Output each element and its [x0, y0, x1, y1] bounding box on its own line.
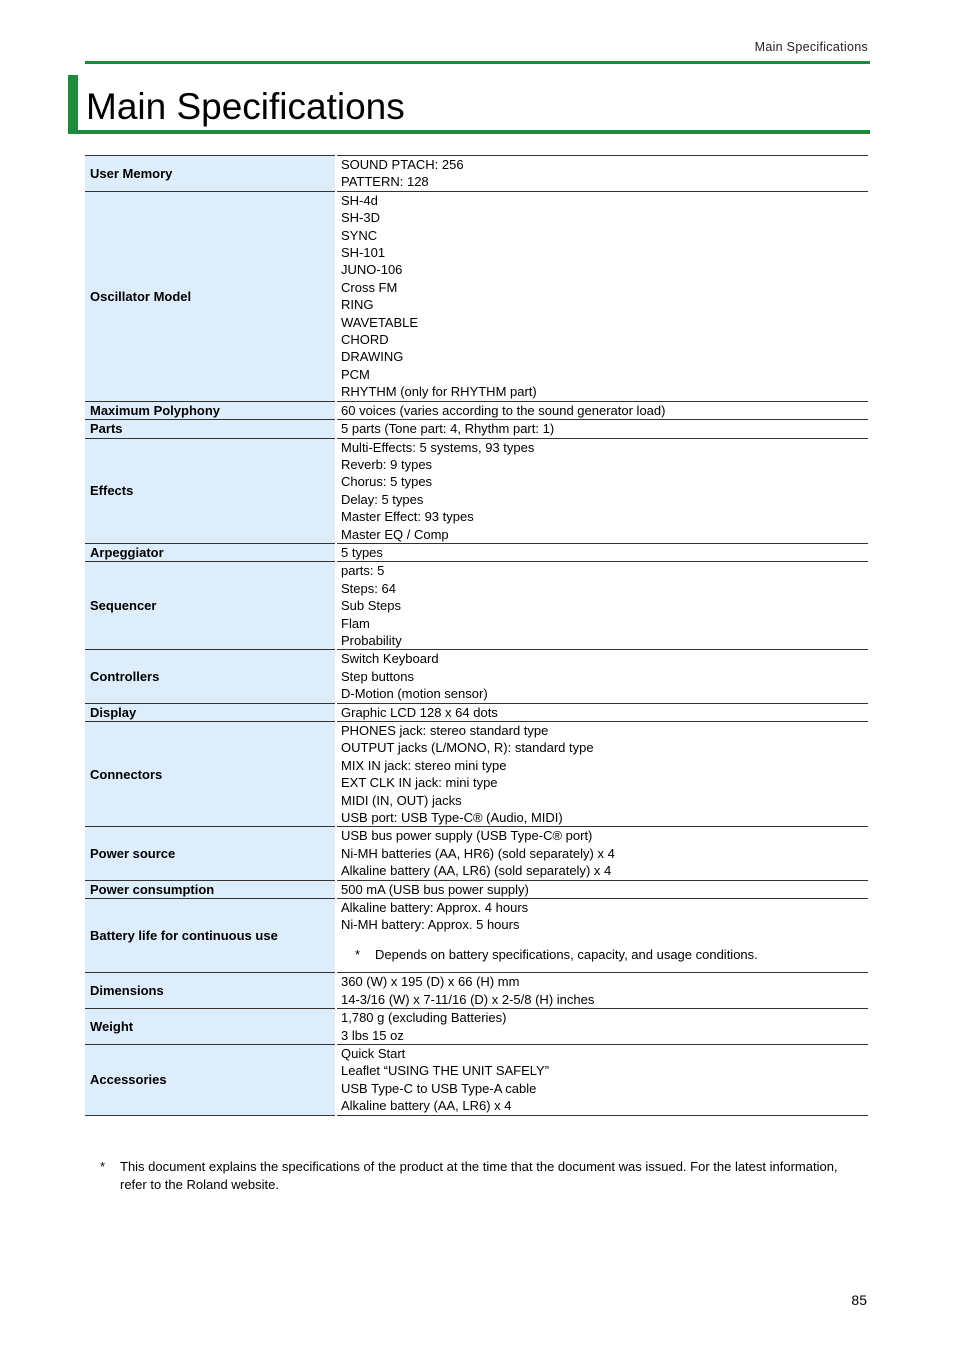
spec-value-line: WAVETABLE — [341, 314, 419, 330]
spec-label: Weight — [85, 1009, 336, 1045]
spec-label: User Memory — [85, 156, 336, 192]
spec-value — [336, 1044, 868, 1115]
spec-row — [85, 438, 868, 543]
spec-value-line: MIDI (IN, OUT) jacks — [341, 792, 462, 808]
spec-label: Power source — [85, 827, 336, 880]
note-asterisk: * — [355, 946, 361, 962]
spec-value-line: 1,780 g (excluding Batteries) — [341, 1010, 507, 1026]
spec-value-line: Step buttons — [341, 668, 414, 684]
spec-label: Controllers — [85, 650, 336, 703]
spec-value — [336, 191, 868, 401]
spec-label: Arpeggiator — [85, 543, 336, 561]
spec-value-line: 3 lbs 15 oz — [341, 1027, 404, 1043]
spec-label: Battery life for continuous use — [85, 899, 336, 973]
spec-value — [336, 543, 868, 561]
spec-label: Accessories — [85, 1044, 336, 1115]
spec-value-line: USB Type-C to USB Type-A cable — [341, 1080, 537, 1096]
spec-row — [85, 899, 868, 973]
spec-value-line: Alkaline battery (AA, LR6) x 4 — [341, 1098, 512, 1114]
spec-value — [336, 650, 868, 703]
spec-label: Oscillator Model — [85, 191, 336, 401]
spec-value-line: Graphic LCD 128 x 64 dots — [341, 704, 498, 720]
spec-label: Maximum Polyphony — [85, 401, 336, 419]
title-underline — [68, 130, 870, 134]
spec-label: Sequencer — [85, 562, 336, 650]
spec-row — [85, 543, 868, 561]
spec-value-line: USB bus power supply (USB Type-C® port) — [341, 828, 593, 844]
spec-value-line: RING — [341, 297, 374, 313]
spec-value-line: SOUND PTACH: 256 — [341, 157, 464, 172]
spec-row — [85, 420, 868, 438]
spec-value-line: USB port: USB Type-C® (Audio, MIDI) — [341, 810, 563, 826]
spec-value-line: Probability — [341, 632, 402, 648]
spec-row — [85, 973, 868, 1009]
spec-value — [336, 703, 868, 721]
spec-value-line: SYNC — [341, 227, 378, 243]
spec-value — [336, 827, 868, 880]
spec-value-line: CHORD — [341, 332, 389, 348]
spec-value — [336, 899, 868, 973]
footnote-text: This document explains the specifications of the product at the time that the document was issued. For the latest information, refer to the Roland website. — [120, 1159, 838, 1192]
spec-row — [85, 880, 868, 898]
spec-value-line: parts: 5 — [341, 563, 385, 579]
spec-value-line: D-Motion (motion sensor) — [341, 686, 488, 702]
spec-label: Power consumption — [85, 880, 336, 898]
footnote-asterisk: * — [100, 1159, 106, 1174]
spec-value — [336, 156, 868, 192]
spec-value-line: DRAWING — [341, 349, 404, 365]
spec-value-line: EXT CLK IN jack: mini type — [341, 775, 498, 791]
spec-value-line: Reverb: 9 types — [341, 456, 433, 472]
page-title: Main Specifications — [86, 86, 405, 127]
spec-value-line: Master Effect: 93 types — [341, 509, 474, 525]
spec-note — [341, 934, 864, 972]
spec-table — [85, 155, 868, 1116]
spec-value-line: Alkaline battery: Approx. 4 hours — [341, 900, 529, 916]
spec-value-line: Sub Steps — [341, 598, 401, 614]
note-text: Depends on battery specifications, capacity, and usage conditions. — [375, 946, 758, 962]
spec-row — [85, 1044, 868, 1115]
spec-value-line: PHONES jack: stereo standard type — [341, 723, 549, 738]
spec-value-line: Master EQ / Comp — [341, 526, 449, 542]
spec-label: Dimensions — [85, 973, 336, 1009]
spec-value-line: RHYTHM (only for RHYTHM part) — [341, 384, 537, 400]
spec-value — [336, 420, 868, 438]
spec-value-line: 360 (W) x 195 (D) x 66 (H) mm — [341, 974, 520, 990]
spec-row — [85, 722, 868, 827]
spec-value-line: Ni-MH battery: Approx. 5 hours — [341, 917, 520, 933]
spec-row — [85, 156, 868, 192]
spec-row — [85, 191, 868, 401]
spec-row — [85, 562, 868, 650]
spec-value-line: Cross FM — [341, 279, 398, 295]
spec-value-line: Quick Start — [341, 1045, 406, 1061]
spec-value-line: JUNO-106 — [341, 262, 403, 278]
footnote — [100, 1158, 860, 1194]
spec-value-line: 500 mA (USB bus power supply) — [341, 881, 529, 897]
spec-value — [336, 973, 868, 1009]
title-accent-bar — [68, 75, 78, 134]
spec-table-body — [85, 156, 868, 1116]
spec-value-line: Delay: 5 types — [341, 491, 424, 507]
spec-value-line: Steps: 64 — [341, 580, 396, 596]
spec-value-line: SH-4d — [341, 192, 378, 208]
spec-row — [85, 703, 868, 721]
spec-value-line: MIX IN jack: stereo mini type — [341, 757, 507, 773]
spec-value-line: PCM — [341, 366, 370, 382]
spec-value-line: SH-101 — [341, 245, 386, 261]
running-header: Main Specifications — [754, 40, 868, 54]
spec-value-line: Ni-MH batteries (AA, HR6) (sold separately) x 4 — [341, 845, 615, 861]
spec-value-line: Switch Keyboard — [341, 651, 439, 667]
spec-value-line: Flam — [341, 615, 370, 631]
spec-value — [336, 562, 868, 650]
spec-value-line: 5 parts (Tone part: 4, Rhythm part: 1) — [341, 421, 555, 437]
spec-value-line: PATTERN: 128 — [341, 174, 429, 190]
spec-value-line: 5 types — [341, 544, 383, 560]
spec-row — [85, 650, 868, 703]
spec-value-line: OUTPUT jacks (L/MONO, R): standard type — [341, 740, 594, 756]
spec-value — [336, 722, 868, 827]
spec-value — [336, 438, 868, 543]
spec-value-line: Alkaline battery (AA, LR6) (sold separately) x 4 — [341, 863, 612, 879]
spec-label: Connectors — [85, 722, 336, 827]
spec-value-line: 60 voices (varies according to the sound generator load) — [341, 402, 666, 418]
spec-label: Display — [85, 703, 336, 721]
spec-value-line: SH-3D — [341, 210, 381, 226]
spec-value — [336, 1009, 868, 1045]
spec-value — [336, 880, 868, 898]
spec-row — [85, 827, 868, 880]
spec-row — [85, 1009, 868, 1045]
spec-value-line: 14-3/16 (W) x 7-11/16 (D) x 2-5/8 (H) inches — [341, 991, 595, 1007]
top-rule — [85, 61, 870, 64]
spec-label: Effects — [85, 438, 336, 543]
spec-value-line: Chorus: 5 types — [341, 474, 433, 490]
spec-value — [336, 401, 868, 419]
spec-label: Parts — [85, 420, 336, 438]
page-number: 85 — [851, 1292, 867, 1308]
spec-value-line: Multi-Effects: 5 systems, 93 types — [341, 439, 535, 455]
spec-row — [85, 401, 868, 419]
spec-value-line: Leaflet “USING THE UNIT SAFELY” — [341, 1063, 550, 1079]
